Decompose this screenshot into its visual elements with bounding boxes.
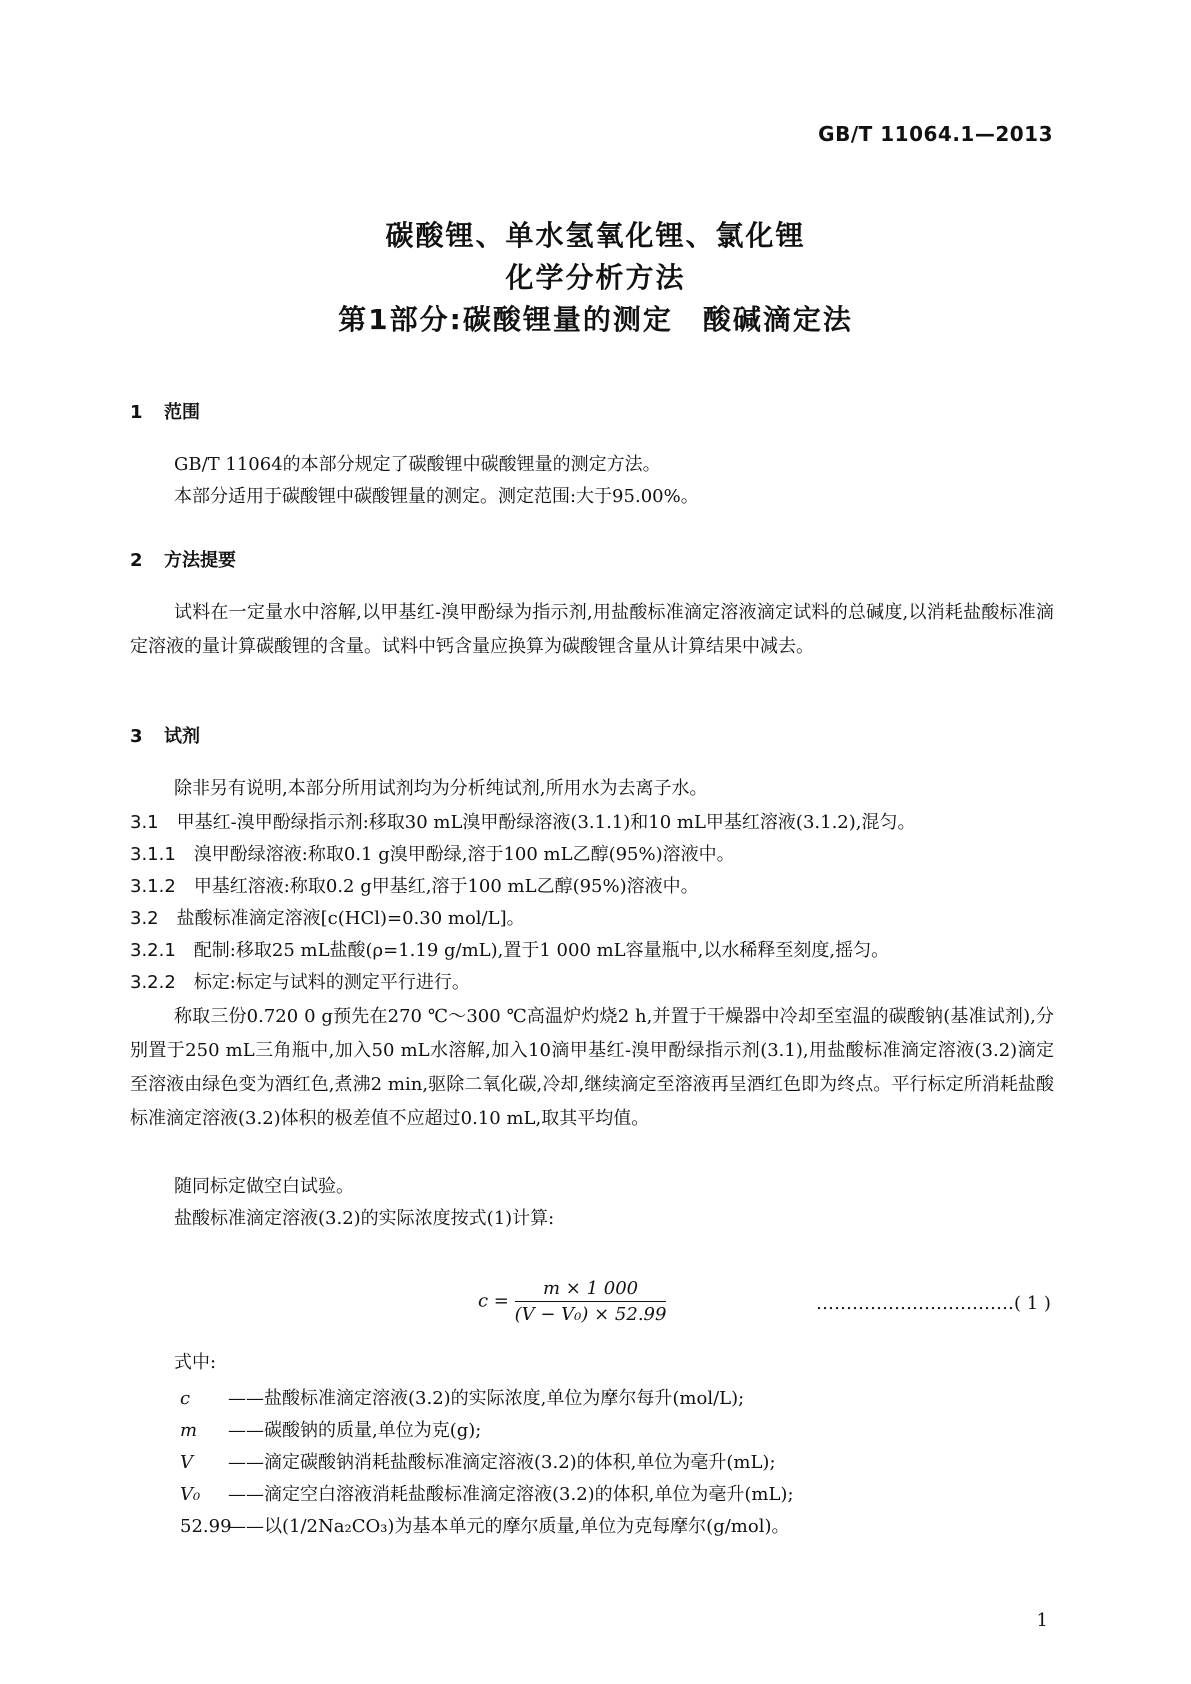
variable-symbol: c [180,1388,191,1409]
clause-number: 3.2 [130,908,159,929]
standard-number: GB/T 11064.1—2013 [818,122,1053,146]
variable-symbol: 52.99 [180,1516,232,1537]
clause-text: 甲基红-溴甲酚绿指示剂:移取30 mL溴甲酚绿溶液(3.1.1)和10 mL甲基红溶液(3.1.2),混匀。 [176,812,916,833]
variable-definition [180,1384,744,1410]
subclause-3-1-1 [130,838,1070,872]
title-line-1: 碳酸锂、单水氢氧化锂、氯化锂 [385,219,806,252]
clause-text: 甲基红溶液:称取0.2 g甲基红,溶于100 mL乙醇(95%)溶液中。 [193,876,699,897]
clause-number: 3.2.2 [130,972,176,993]
title-line-2: 化学分析方法 [505,261,686,294]
clause-number: 3.1.2 [130,876,176,897]
variable-symbol: V₀ [180,1484,201,1505]
clause-text: 配制:移取25 mL盐酸(ρ=1.19 g/mL),置于1 000 mL容量瓶中,以水稀释至刻度,摇匀。 [193,940,890,961]
section-number: 3 [130,726,143,747]
variable-definition [180,1448,776,1474]
where-label: 式中: [174,1352,217,1373]
section-title: 试剂 [164,726,200,747]
clause-number: 3.1 [130,812,159,833]
clause-text: 盐酸标准滴定溶液[c(HCl)=0.30 mol/L]。 [176,908,525,929]
clause-number: 3.1.1 [130,844,176,865]
section-number: 1 [130,402,143,423]
clause-text: 标定:标定与试料的测定平行进行。 [193,972,470,993]
dot-leader: …………………………… [816,1293,1014,1314]
subclause-3-2-2 [130,966,1070,1000]
calibration-paragraph: 称取三份0.720 0 g预先在270 ℃～300 ℃高温炉灼烧2 h,并置于干燥器中冷却至室温的碳酸钠(基准试剂),分别置于250 mL三角瓶中,加入50 mL水溶解,加入10滴甲基红-溴甲酚绿指示剂(3.1),用盐酸标准滴定溶液(3.2)滴定至溶液由绿色变为酒红色,煮沸2 min,驱除二氧化碳,冷却,继续滴定至溶液再呈酒红色即为终点。平行标定所消耗盐酸标准滴定溶液(3.2)体积的极差值不应超过0.10 mL,取其平均值。 [130,1006,1054,1129]
section-3-heading [130,722,200,748]
subclause-3-2-1 [130,934,1070,968]
variable-symbol: m [180,1420,198,1441]
section-title: 范围 [164,402,200,423]
section-2-heading [130,546,236,572]
paragraph: 随同标定做空白试验。 [174,1176,354,1197]
paragraph: 本部分适用于碳酸锂中碳酸锂量的测定。测定范围:大于95.00%。 [174,486,699,507]
variable-description: ——以(1/2Na₂CO₃)为基本单元的摩尔质量,单位为克每摩尔(g/mol)。 [228,1516,790,1537]
variable-definition [180,1512,789,1538]
section-title: 方法提要 [164,550,236,571]
formula-numerator: m × 1 000 [515,1278,667,1302]
paragraph: 除非另有说明,本部分所用试剂均为分析纯试剂,所用水为去离子水。 [174,778,708,799]
clause-text: 溴甲酚绿溶液:称取0.1 g溴甲酚绿,溶于100 mL乙醇(95%)溶液中。 [193,844,735,865]
clause-number: 3.2.1 [130,940,176,961]
variable-description: ——盐酸标准滴定溶液(3.2)的实际浓度,单位为摩尔每升(mol/L); [228,1388,745,1409]
variable-symbol: V [180,1452,193,1473]
equation-label: ( 1 ) [1014,1293,1051,1314]
formula-denominator: (V − V₀) × 52.99 [514,1304,667,1325]
formula-fraction [515,1278,667,1325]
title-line-3: 第1部分:碳酸锂量的测定 酸碱滴定法 [338,303,853,336]
formula-1 [478,1278,666,1325]
variable-description: ——滴定空白溶液消耗盐酸标准滴定溶液(3.2)的体积,单位为毫升(mL); [228,1484,794,1505]
subclause-3-2 [130,902,1070,936]
formula-lhs: c = [478,1290,509,1312]
paragraph: 盐酸标准滴定溶液(3.2)的实际浓度按式(1)计算: [174,1208,555,1229]
variable-definition [180,1416,481,1442]
subclause-3-1 [130,806,1070,840]
paragraph: 试料在一定量水中溶解,以甲基红-溴甲酚绿为指示剂,用盐酸标准滴定溶液滴定试料的总碱度,以消耗盐酸标准滴定溶液的量计算碳酸锂的含量。试料中钙含量应换算为碳酸锂含量从计算结果中减去。 [130,602,1054,657]
equation-number [816,1293,1051,1314]
section-number: 2 [130,550,143,571]
page-number: 1 [1036,1610,1048,1631]
variable-description: ——碳酸钠的质量,单位为克(g); [228,1420,482,1441]
variable-definition [180,1480,794,1506]
subclause-3-1-2 [130,870,1070,904]
section-1-heading [130,398,200,424]
variable-description: ——滴定碳酸钠消耗盐酸标准滴定溶液(3.2)的体积,单位为毫升(mL); [228,1452,776,1473]
paragraph: GB/T 11064的本部分规定了碳酸锂中碳酸锂量的测定方法。 [174,454,661,475]
